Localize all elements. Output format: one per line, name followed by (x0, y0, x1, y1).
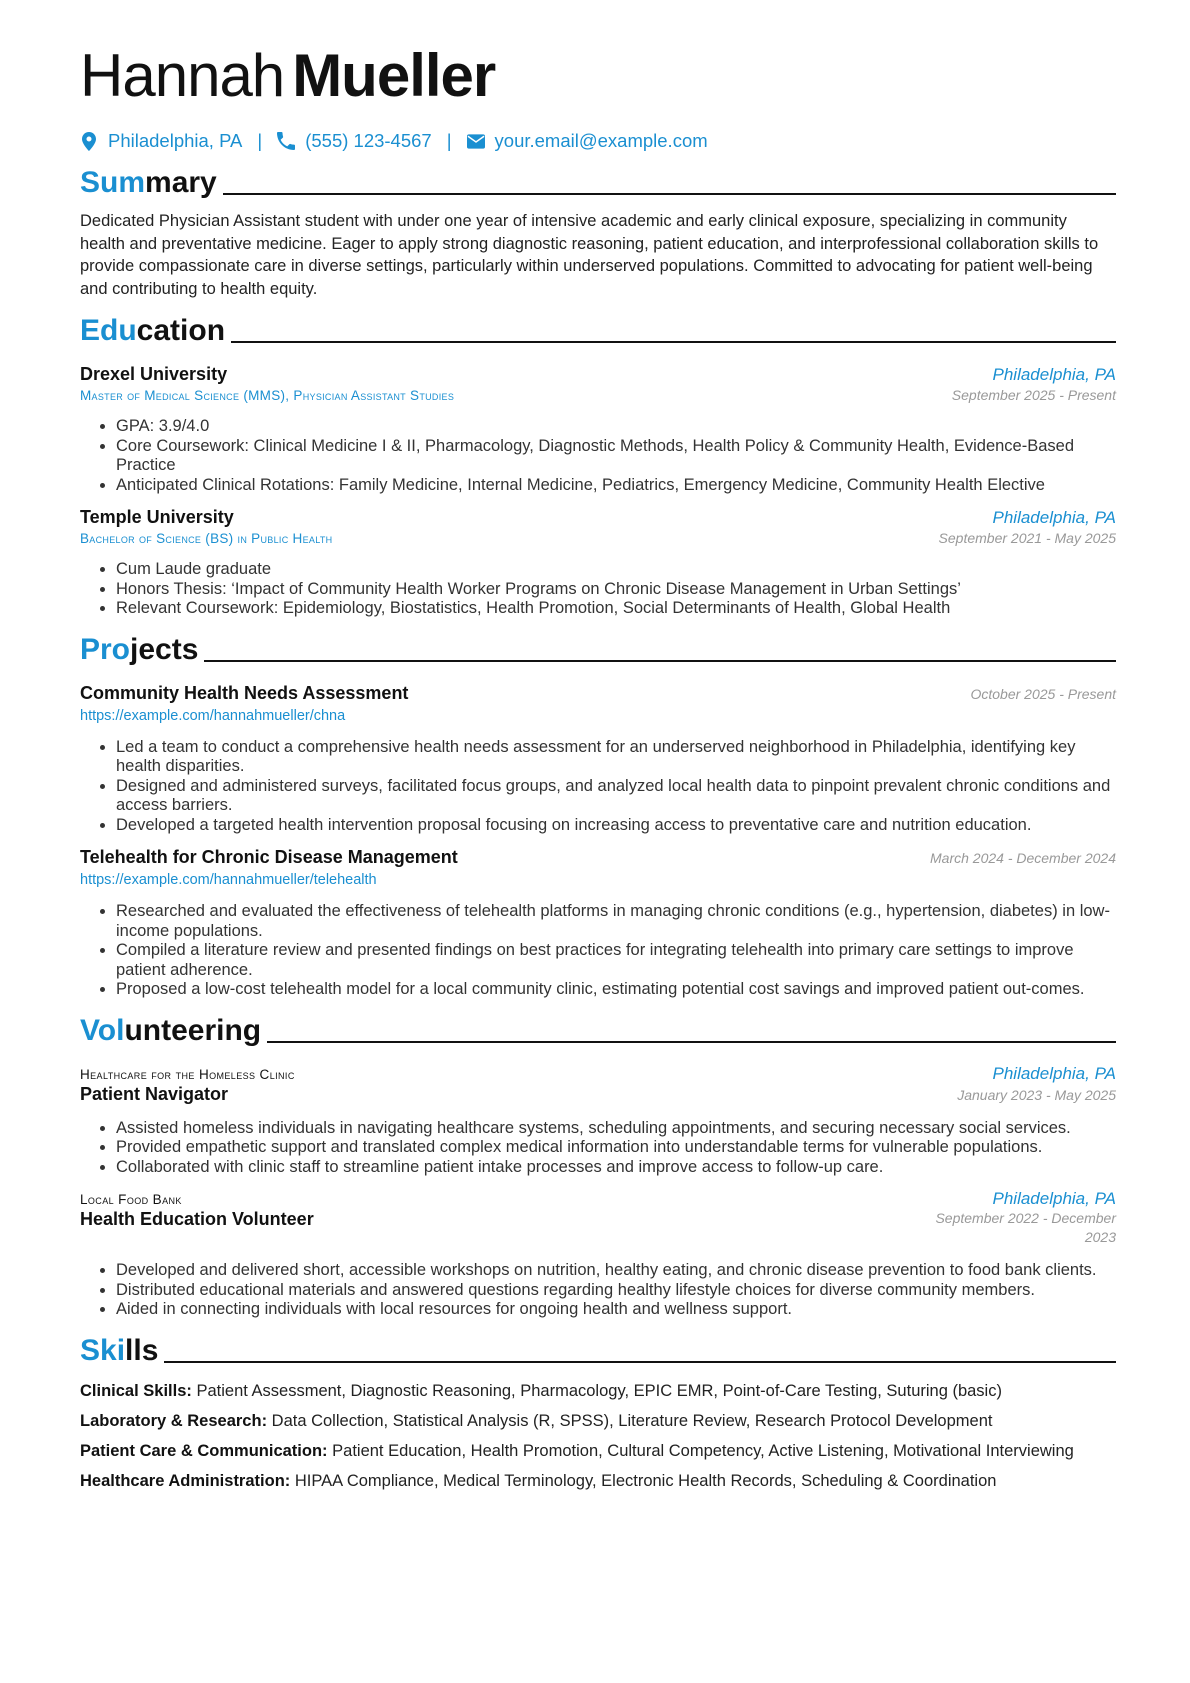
section-rule (164, 1361, 1116, 1363)
skill-value: HIPAA Compliance, Medical Terminology, Electronic Health Records, Scheduling & Coordination (294, 1471, 997, 1490)
skill-label: Healthcare Administration: (80, 1471, 291, 1490)
organization-name: Healthcare for the Homeless Clinic (80, 1066, 295, 1082)
project-entry (80, 847, 1116, 1000)
skill-line (80, 1412, 1116, 1431)
section-title: Volunteering (80, 1013, 262, 1047)
bullet-list (80, 560, 1116, 619)
projects-heading (80, 633, 1116, 667)
first-name: Hannah (80, 42, 285, 109)
dates: January 2023 - May 2025 (957, 1086, 1116, 1103)
contact-separator: | (446, 130, 452, 151)
list-item: • Anticipated Clinical Rotations: Family Medicine, Internal Medicine, Pediatrics, Emergency Medicine, Community Health Elective (116, 476, 1116, 496)
contact-phone[interactable] (277, 130, 432, 152)
summary-text: Dedicated Physician Assistant student with under one year of intensive academic and early clinical exposure, specializing in community health and preventative medicine. Eager to apply strong diagnostic reasoning, patient education, and interprofessional collaboration skills to provide compassionate care in diverse settings, particularly within underserved populations. Committed to advocating for patient well-being and contributing to health equity. (80, 212, 1099, 298)
bullet-list (80, 417, 1116, 495)
contact-separator: | (257, 130, 263, 151)
envelope-icon (467, 131, 485, 151)
contact-email[interactable] (467, 130, 708, 152)
contact-location (80, 130, 242, 152)
bullet-list (80, 738, 1116, 836)
list-item: • Designed and administered surveys, facilitated focus groups, and analyzed local health data to pinpoint prevalent chronic conditions and access barriers. (116, 777, 1116, 816)
list-item: • Developed a targeted health intervention proposal focusing on increasing access to preventative care and nutrition education. (116, 816, 1116, 836)
volunteer-location: Philadelphia, PA (992, 1189, 1116, 1208)
section-rule (204, 660, 1116, 662)
school-location: Philadelphia, PA (992, 508, 1116, 527)
skill-label: Clinical Skills: (80, 1381, 192, 1400)
skill-label: Patient Care & Communication: (80, 1441, 328, 1460)
phone-icon (277, 131, 295, 151)
dates: September 2021 - May 2025 (938, 530, 1116, 546)
school-name: Drexel University (80, 364, 228, 384)
project-name: Community Health Needs Assessment (80, 682, 409, 703)
list-item: • Assisted homeless individuals in navigating healthcare systems, scheduling appointments, and securing necessary social services. (116, 1119, 1116, 1139)
volunteer-location: Philadelphia, PA (992, 1063, 1116, 1083)
skill-line (80, 1382, 1116, 1401)
list-item: • Collaborated with clinic staff to streamline patient intake processes and improve access to follow-up care. (116, 1158, 1116, 1178)
bullet-list (80, 1261, 1116, 1320)
email-text: your.email@example.com (494, 130, 708, 151)
education-heading (80, 314, 1116, 348)
bullet-list (80, 1119, 1116, 1178)
list-item: • Distributed educational materials and answered questions regarding healthy lifestyle choices for diverse community members. (116, 1281, 1116, 1301)
skills-heading (80, 1334, 1116, 1368)
section-title: Projects (80, 632, 199, 666)
summary-heading (80, 166, 1116, 200)
project-link[interactable]: https://example.com/hannahmueller/chna (80, 707, 346, 724)
dates: September 2022 - December 2023 (935, 1210, 1116, 1245)
volunteer-entry (80, 1189, 1116, 1320)
degree: Bachelor of Science (BS) in Public Health (80, 531, 333, 546)
list-item: • GPA: 3.9/4.0 (116, 417, 1116, 437)
list-item: • Aided in connecting individuals with local resources for ongoing health and wellness support. (116, 1300, 1116, 1320)
project-name: Telehealth for Chronic Disease Management (80, 847, 458, 867)
project-entry (80, 683, 1116, 836)
list-item: • Led a team to conduct a comprehensive health needs assessment for an underserved neighborhood in Philadelphia, identifying key health disparities. (116, 738, 1116, 777)
volunteering-heading (80, 1014, 1116, 1048)
section-rule (267, 1041, 1116, 1043)
list-item: • Researched and evaluated the effectiveness of telehealth platforms in managing chronic conditions (e.g., hypertension, diabetes) in low-income populations. (116, 902, 1116, 941)
list-item: • Compiled a literature review and presented findings on best practices for integrating telehealth into primary care settings to improve patient adherence. (116, 941, 1116, 980)
section-title: Skills (80, 1333, 159, 1367)
role-title: Health Education Volunteer (80, 1209, 314, 1229)
organization-name: Local Food Bank (80, 1192, 182, 1207)
section-rule (223, 193, 1116, 195)
section-title: Summary (80, 166, 217, 199)
project-link[interactable]: https://example.com/hannahmueller/telehealth (80, 872, 377, 888)
volunteer-entry (80, 1064, 1116, 1178)
education-entry (80, 364, 1116, 495)
phone-text: (555) 123-4567 (305, 130, 432, 151)
role-title: Patient Navigator (80, 1083, 229, 1104)
skill-value: Data Collection, Statistical Analysis (R, SPSS), Literature Review, Research Protocol Development (271, 1411, 993, 1430)
section-title: Education (80, 314, 226, 347)
school-location: Philadelphia, PA (992, 365, 1116, 384)
list-item: • Proposed a low-cost telehealth model for a local community clinic, estimating potential cost savings and improved patient out-comes. (116, 980, 1116, 1000)
candidate-name (80, 40, 1116, 112)
location-text: Philadelphia, PA (108, 130, 243, 151)
map-pin-icon (80, 131, 98, 151)
contact-bar (80, 130, 1116, 152)
dates: September 2025 - Present (951, 387, 1116, 403)
list-item: • Core Coursework: Clinical Medicine I & II, Pharmacology, Diagnostic Methods, Health Policy & Community Health, Evidence-Based Practice (116, 437, 1116, 476)
degree: Master of Medical Science (MMS), Physician Assistant Studies (80, 388, 455, 403)
list-item: • Developed and delivered short, accessible workshops on nutrition, healthy eating, and chronic disease prevention to food bank clients. (116, 1261, 1116, 1281)
list-item: • Relevant Coursework: Epidemiology, Biostatistics, Health Promotion, Social Determinants of Health, Global Health (116, 599, 1116, 619)
skill-value: Patient Assessment, Diagnostic Reasoning, Pharmacology, EPIC EMR, Point-of-Care Testing, Suturing (basic) (196, 1381, 1002, 1400)
list-item: • Provided empathetic support and translated complex medical information into understandable terms for vulnerable populations. (116, 1138, 1116, 1158)
skill-label: Laboratory & Research: (80, 1411, 268, 1430)
bullet-list (80, 902, 1116, 1000)
dates: March 2024 - December 2024 (930, 850, 1116, 866)
skill-line (80, 1442, 1116, 1461)
dates: October 2025 - Present (970, 685, 1116, 702)
list-item: • Cum Laude graduate (116, 560, 1116, 580)
last-name: Mueller (292, 42, 496, 109)
skill-value: Patient Education, Health Promotion, Cultural Competency, Active Listening, Motivational Interviewing (332, 1441, 1074, 1460)
section-rule (231, 341, 1116, 343)
education-entry (80, 507, 1116, 619)
school-name: Temple University (80, 507, 234, 527)
skill-line (80, 1472, 1116, 1491)
list-item: • Honors Thesis: ‘Impact of Community Health Worker Programs on Chronic Disease Management in Urban Settings’ (116, 580, 1116, 600)
